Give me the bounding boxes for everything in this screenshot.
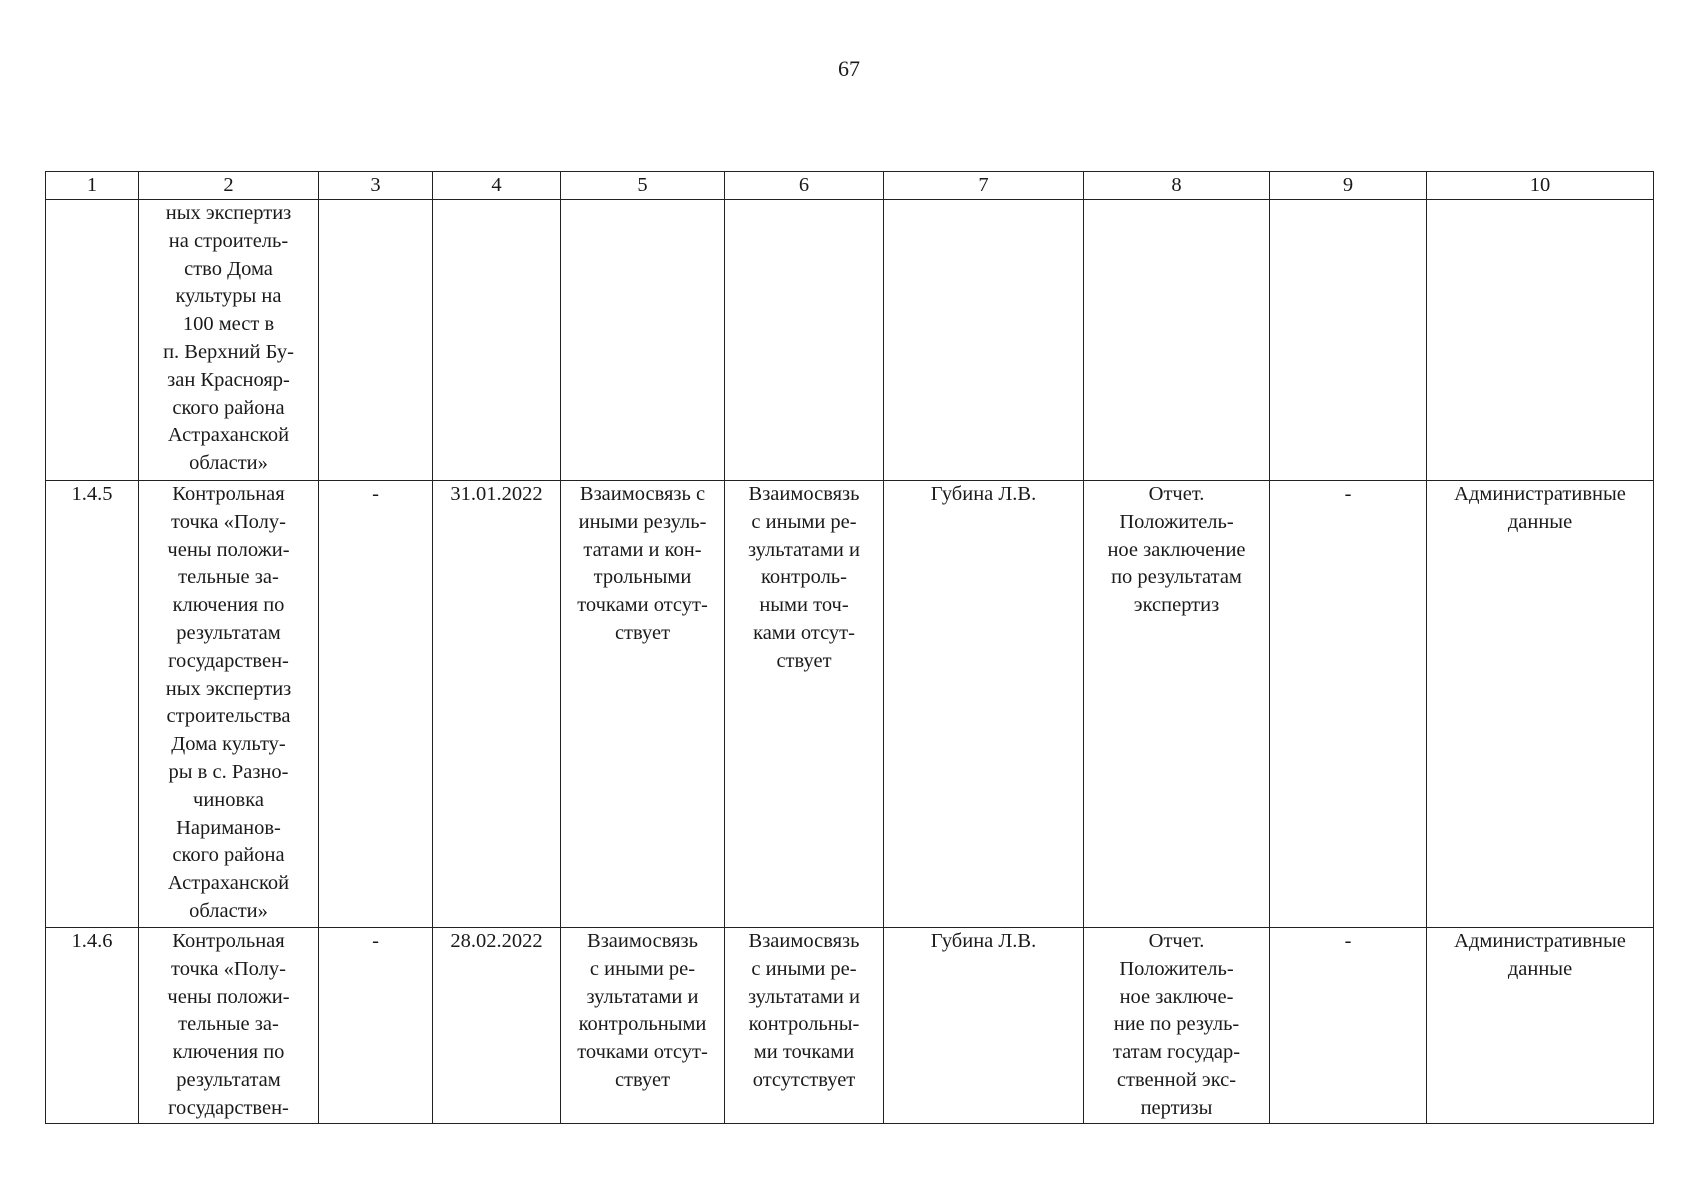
table-cell: Взаимосвязь с иными резуль- татами и кон- трольными точками отсут- ствует [561,481,725,928]
table-cell: 31.01.2022 [433,481,561,928]
table-cell: Губина Л.В. [884,481,1084,928]
column-header: 6 [725,172,884,200]
table-cell [561,200,725,481]
table-cell [1270,200,1427,481]
table-row [46,928,1654,1124]
page-number: 67 [838,56,860,81]
table-cell [1427,200,1654,481]
table-row [46,481,1654,928]
column-header: 2 [139,172,319,200]
table-cell: 1.4.5 [46,481,139,928]
table-cell: 1.4.6 [46,928,139,1124]
table-cell: Административные данные [1427,928,1654,1124]
column-header: 3 [319,172,433,200]
table-cell [319,200,433,481]
table-cell: - [319,481,433,928]
table-cell [725,200,884,481]
header-row [46,172,1654,200]
table-cell: Контрольная точка «Полу- чены положи- тельные за- ключения по результатам государствен- ных экспертиз строительства Дома культу- ры в с. Разно- чиновка Нариманов- ского района Астраханской области» [139,481,319,928]
column-header: 7 [884,172,1084,200]
table-cell: Отчет. Положитель- ное заключение по результатам экспертиз [1084,481,1270,928]
column-header: 10 [1427,172,1654,200]
column-header: 5 [561,172,725,200]
document-table [45,171,1654,1124]
table-row [46,200,1654,481]
table-cell [1084,200,1270,481]
table-cell: Взаимосвязь с иными ре- зультатами и контроль- ными точ- ками отсут- ствует [725,481,884,928]
table-cell: Отчет. Положитель- ное заключе- ние по резуль- татам государ- ственной экс- пертизы [1084,928,1270,1124]
table-cell [433,200,561,481]
column-header: 9 [1270,172,1427,200]
table-cell: - [319,928,433,1124]
table-cell: Губина Л.В. [884,928,1084,1124]
table-cell: 28.02.2022 [433,928,561,1124]
table-cell: Административные данные [1427,481,1654,928]
table-cell [884,200,1084,481]
column-header: 1 [46,172,139,200]
table-cell [46,200,139,481]
table-body [46,172,1654,1124]
table-cell: - [1270,481,1427,928]
table-cell: ных экспертиз на строитель- ство Дома культуры на 100 мест в п. Верхний Бу- зан Краснояр- ского района Астраханской области» [139,200,319,481]
table-cell: - [1270,928,1427,1124]
column-header: 8 [1084,172,1270,200]
table-cell: Взаимосвязь с иными ре- зультатами и контрольными точками отсут- ствует [561,928,725,1124]
table-cell: Контрольная точка «Полу- чены положи- тельные за- ключения по результатам государствен- [139,928,319,1124]
column-header: 4 [433,172,561,200]
table-cell: Взаимосвязь с иными ре- зультатами и контрольны- ми точками отсутствует [725,928,884,1124]
